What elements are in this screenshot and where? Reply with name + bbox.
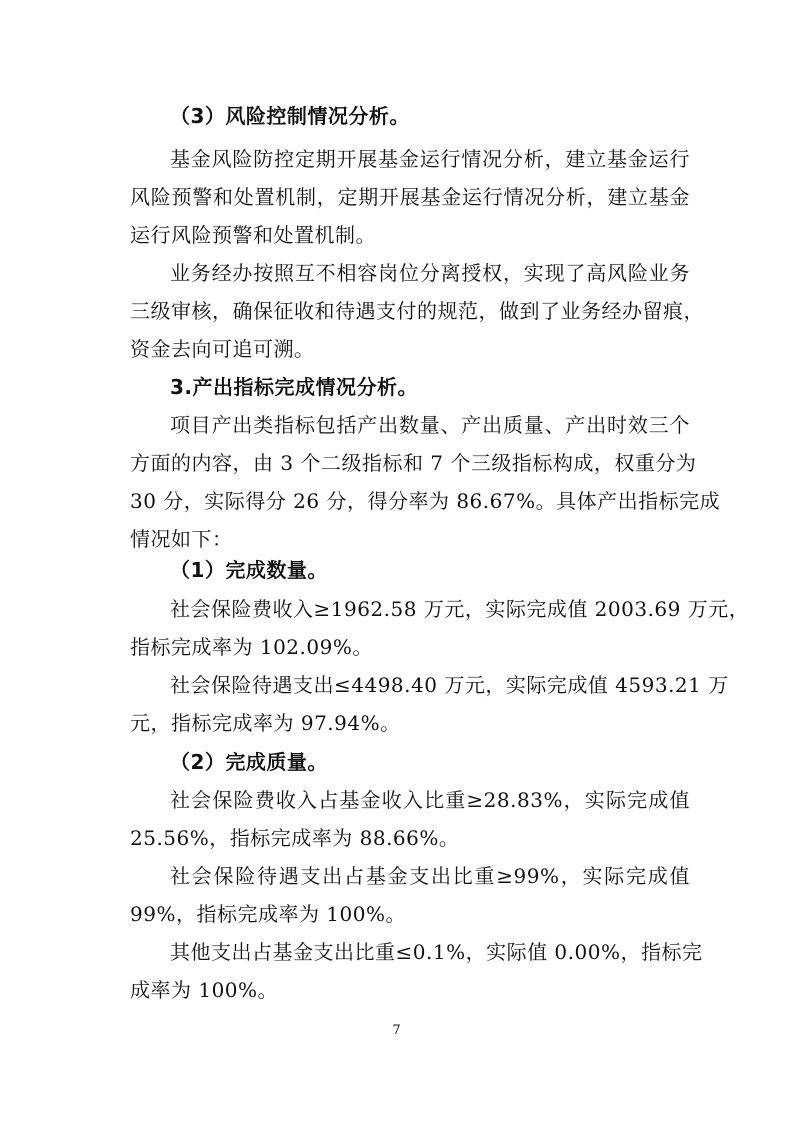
paragraph-line: 25.56%，指标完成率为 88.66%。	[130, 826, 460, 850]
paragraph-line: 元，指标完成率为 97.94%。	[130, 711, 401, 735]
paragraph-line: 项目产出类指标包括产出数量、产出质量、产出时效三个	[170, 413, 690, 437]
paragraph-line: 指标完成率为 102.09%。	[130, 635, 373, 659]
paragraph-line: 其他支出占基金支出比重≤0.1%，实际值 0.00%，指标完	[170, 940, 703, 964]
paragraph-line: 30 分，实际得分 26 分，得分率为 86.67%。具体产出指标完成	[130, 489, 721, 513]
paragraph-line: 风险预警和处置机制，定期开展基金运行情况分析，建立基金	[130, 185, 690, 209]
paragraph-line: 运行风险预警和处置机制。	[130, 223, 376, 247]
paragraph-line: 社会保险待遇支出占基金支出比重≥99%，实际完成值	[170, 864, 690, 888]
paragraph-line: 情况如下：	[130, 527, 233, 551]
section-heading-output-indicators: 3.产出指标完成情况分析。	[170, 375, 419, 399]
paragraph-line: 方面的内容，由 3 个二级指标和 7 个三级指标构成，权重分为	[130, 451, 697, 475]
section-heading-risk-control: （3）风险控制情况分析。	[170, 104, 410, 128]
paragraph-line: 三级审核，确保征收和待遇支付的规范，做到了业务经办留痕，	[130, 299, 704, 323]
paragraph-line: 成率为 100%。	[130, 978, 279, 1002]
paragraph-line: 社会保险费收入占基金收入比重≥28.83%，实际完成值	[170, 788, 690, 812]
page-number: 7	[392, 1023, 401, 1038]
subheading-quality: （2）完成质量。	[170, 750, 328, 774]
subheading-quantity: （1）完成数量。	[170, 558, 328, 582]
paragraph-line: 99%，指标完成率为 100%。	[130, 902, 406, 926]
paragraph-line: 社会保险费收入≥1962.58 万元，实际完成值 2003.69 万元，	[170, 597, 750, 621]
paragraph-line: 基金风险防控定期开展基金运行情况分析，建立基金运行	[170, 147, 690, 171]
paragraph-line: 社会保险待遇支出≤4498.40 万元，实际完成值 4593.21 万	[170, 673, 729, 697]
paragraph-line: 资金去向可追可溯。	[130, 337, 315, 361]
paragraph-line: 业务经办按照互不相容岗位分离授权，实现了高风险业务	[170, 261, 690, 285]
